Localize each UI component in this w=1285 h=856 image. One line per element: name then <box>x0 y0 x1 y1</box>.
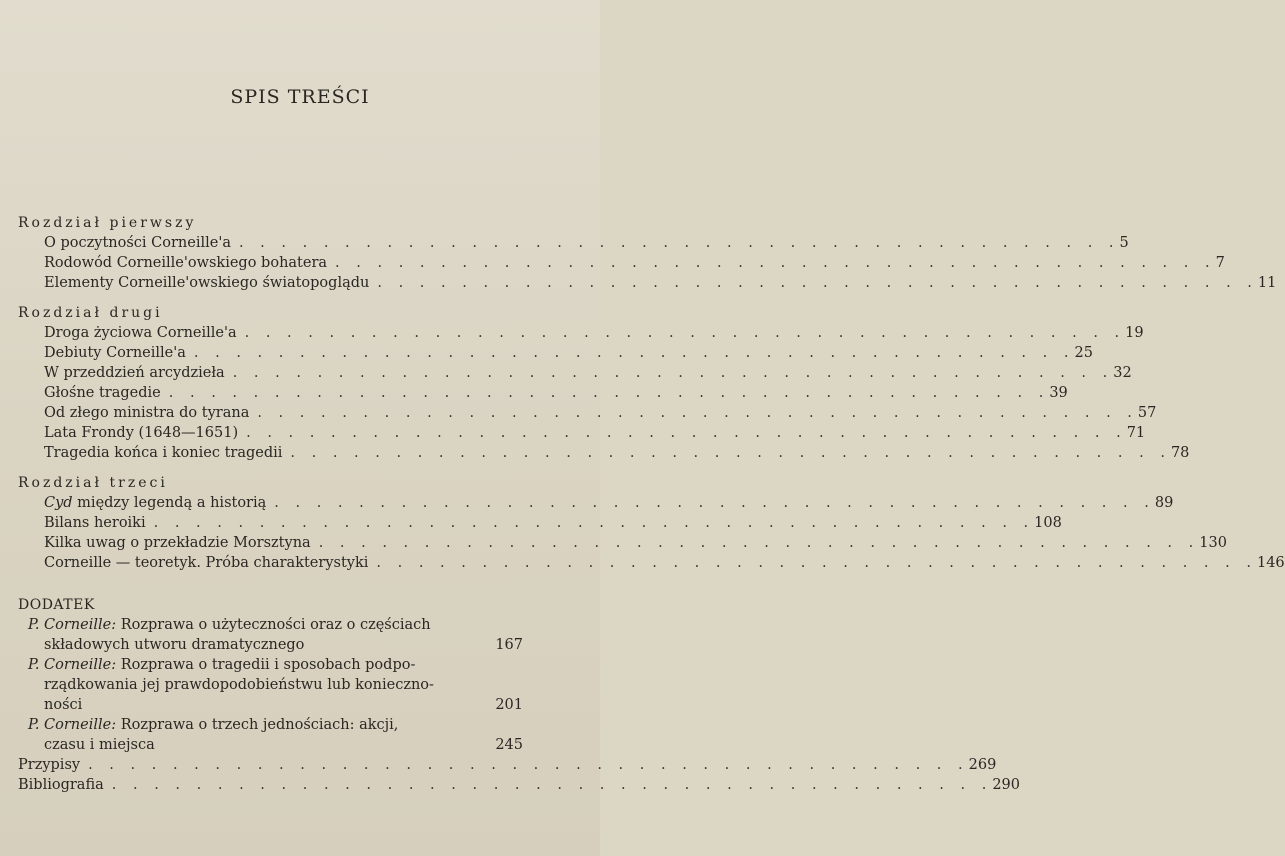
appendix <box>18 595 523 755</box>
toc-entry[interactable]: Kilka uwag o przekładzie Morsztyna . . . . . . . . . . . . . . . . . . . . . . . . . . . . . . . . . . . . . . . . . . 130 <box>44 535 1227 551</box>
page-number: 146 <box>1256 555 1285 571</box>
page-number: 78 <box>1170 445 1190 461</box>
toc-entry-notes[interactable]: Przypisy . . . . . . . . . . . . . . . . . . . . . . . . . . . . . . . . . . . . . . . . . . 269 <box>18 757 997 773</box>
page-number: 167 <box>495 637 523 653</box>
page-number: 245 <box>495 737 523 753</box>
page-number: 25 <box>1074 345 1093 361</box>
toc-entry[interactable]: O poczytności Corneille'a . . . . . . . . . . . . . . . . . . . . . . . . . . . . . . . . . . . . . . . . . . 5 <box>44 235 1129 251</box>
page-number: 269 <box>968 757 997 773</box>
chapter-3 <box>18 473 1285 573</box>
toc-entry[interactable]: W przeddzień arcydzieła . . . . . . . . . . . . . . . . . . . . . . . . . . . . . . . . . . . . . . . . . . 32 <box>44 365 1132 381</box>
author-name: P. Corneille: <box>28 717 117 733</box>
toc-entry[interactable]: Od złego ministra do tyrana . . . . . . . . . . . . . . . . . . . . . . . . . . . . . . . . . . . . . . . . . . 57 <box>44 405 1157 421</box>
chapter-1 <box>18 213 1277 293</box>
page-number: 108 <box>1034 515 1062 531</box>
page-number: 32 <box>1113 365 1132 381</box>
page-title: SPIS TREŚCI <box>230 86 370 108</box>
chapter-title: Rozdział drugi <box>18 305 163 321</box>
page-number: 89 <box>1154 495 1174 511</box>
author-name: P. Corneille: <box>28 657 117 673</box>
chapter-title: Rozdział trzeci <box>18 475 168 491</box>
toc-entry[interactable]: Bilans heroiki . . . . . . . . . . . . . . . . . . . . . . . . . . . . . . . . . . . . . . . . . . 108 <box>44 515 1062 531</box>
toc-entry[interactable]: Lata Frondy (1648—1651) . . . . . . . . . . . . . . . . . . . . . . . . . . . . . . . . . . . . . . . . . . 71 <box>44 425 1146 441</box>
toc-entry[interactable]: Tragedia końca i koniec tragedii . . . . . . . . . . . . . . . . . . . . . . . . . . . . . . . . . . . . . . . . . . 78 <box>44 445 1190 461</box>
page-number: 19 <box>1125 325 1144 341</box>
toc-entry[interactable]: Rodowód Corneille'owskiego bohatera . . . . . . . . . . . . . . . . . . . . . . . . . . . . . . . . . . . . . . . . . . 7 <box>44 255 1225 271</box>
toc-entry[interactable]: Cyd między legendą a historią . . . . . . . . . . . . . . . . . . . . . . . . . . . . . . . . . . . . . . . . . . 89 <box>44 495 1174 511</box>
toc-entry[interactable]: Debiuty Corneille'a . . . . . . . . . . . . . . . . . . . . . . . . . . . . . . . . . . . . . . . . . . 25 <box>44 345 1093 361</box>
toc-entry-bibliography[interactable]: Bibliografia . . . . . . . . . . . . . . . . . . . . . . . . . . . . . . . . . . . . . . . . . . 290 <box>18 777 1021 793</box>
page-number: 57 <box>1137 405 1157 421</box>
author-name: P. Corneille: <box>28 617 117 633</box>
page-number: 7 <box>1215 255 1225 271</box>
appendix-title: DODATEK <box>18 597 95 613</box>
chapter-title: Rozdział pierwszy <box>18 215 197 231</box>
page-number: 71 <box>1126 425 1146 441</box>
toc-entry[interactable]: Corneille — teoretyk. Próba charakterystyki . . . . . . . . . . . . . . . . . . . . . . . . . . . . . . . . . . . . . . . . . . 146 <box>44 555 1285 571</box>
toc-entry[interactable]: Głośne tragedie . . . . . . . . . . . . . . . . . . . . . . . . . . . . . . . . . . . . . . . . . . 39 <box>44 385 1068 401</box>
toc-entry[interactable]: Droga życiowa Corneille'a . . . . . . . . . . . . . . . . . . . . . . . . . . . . . . . . . . . . . . . . . . 19 <box>44 325 1144 341</box>
page-number: 201 <box>495 697 523 713</box>
appendix-entry[interactable]: P. Corneille: Rozprawa o trzech jednościach: akcji, czasu i miejsca 245 <box>28 717 523 753</box>
page-number: 5 <box>1119 235 1129 251</box>
page-number: 130 <box>1199 535 1227 551</box>
chapter-2 <box>18 303 1190 463</box>
appendix-entry[interactable]: P. Corneille: Rozprawa o tragedii i sposobach podpo- rządkowania jej prawdopodobieństwu lub konieczno- ności 201 <box>28 657 523 713</box>
toc-entry[interactable]: Elementy Corneille'owskiego światopoglądu . . . . . . . . . . . . . . . . . . . . . . . . . . . . . . . . . . . . . . . . . . 11 <box>44 275 1277 291</box>
page-number: 39 <box>1049 385 1068 401</box>
appendix-entry[interactable]: P. Corneille: Rozprawa o użyteczności oraz o częściach składowych utworu dramatycznego 167 <box>28 617 523 653</box>
back-matter <box>18 755 1021 795</box>
page-number: 11 <box>1257 275 1277 291</box>
page-number: 290 <box>992 777 1021 793</box>
